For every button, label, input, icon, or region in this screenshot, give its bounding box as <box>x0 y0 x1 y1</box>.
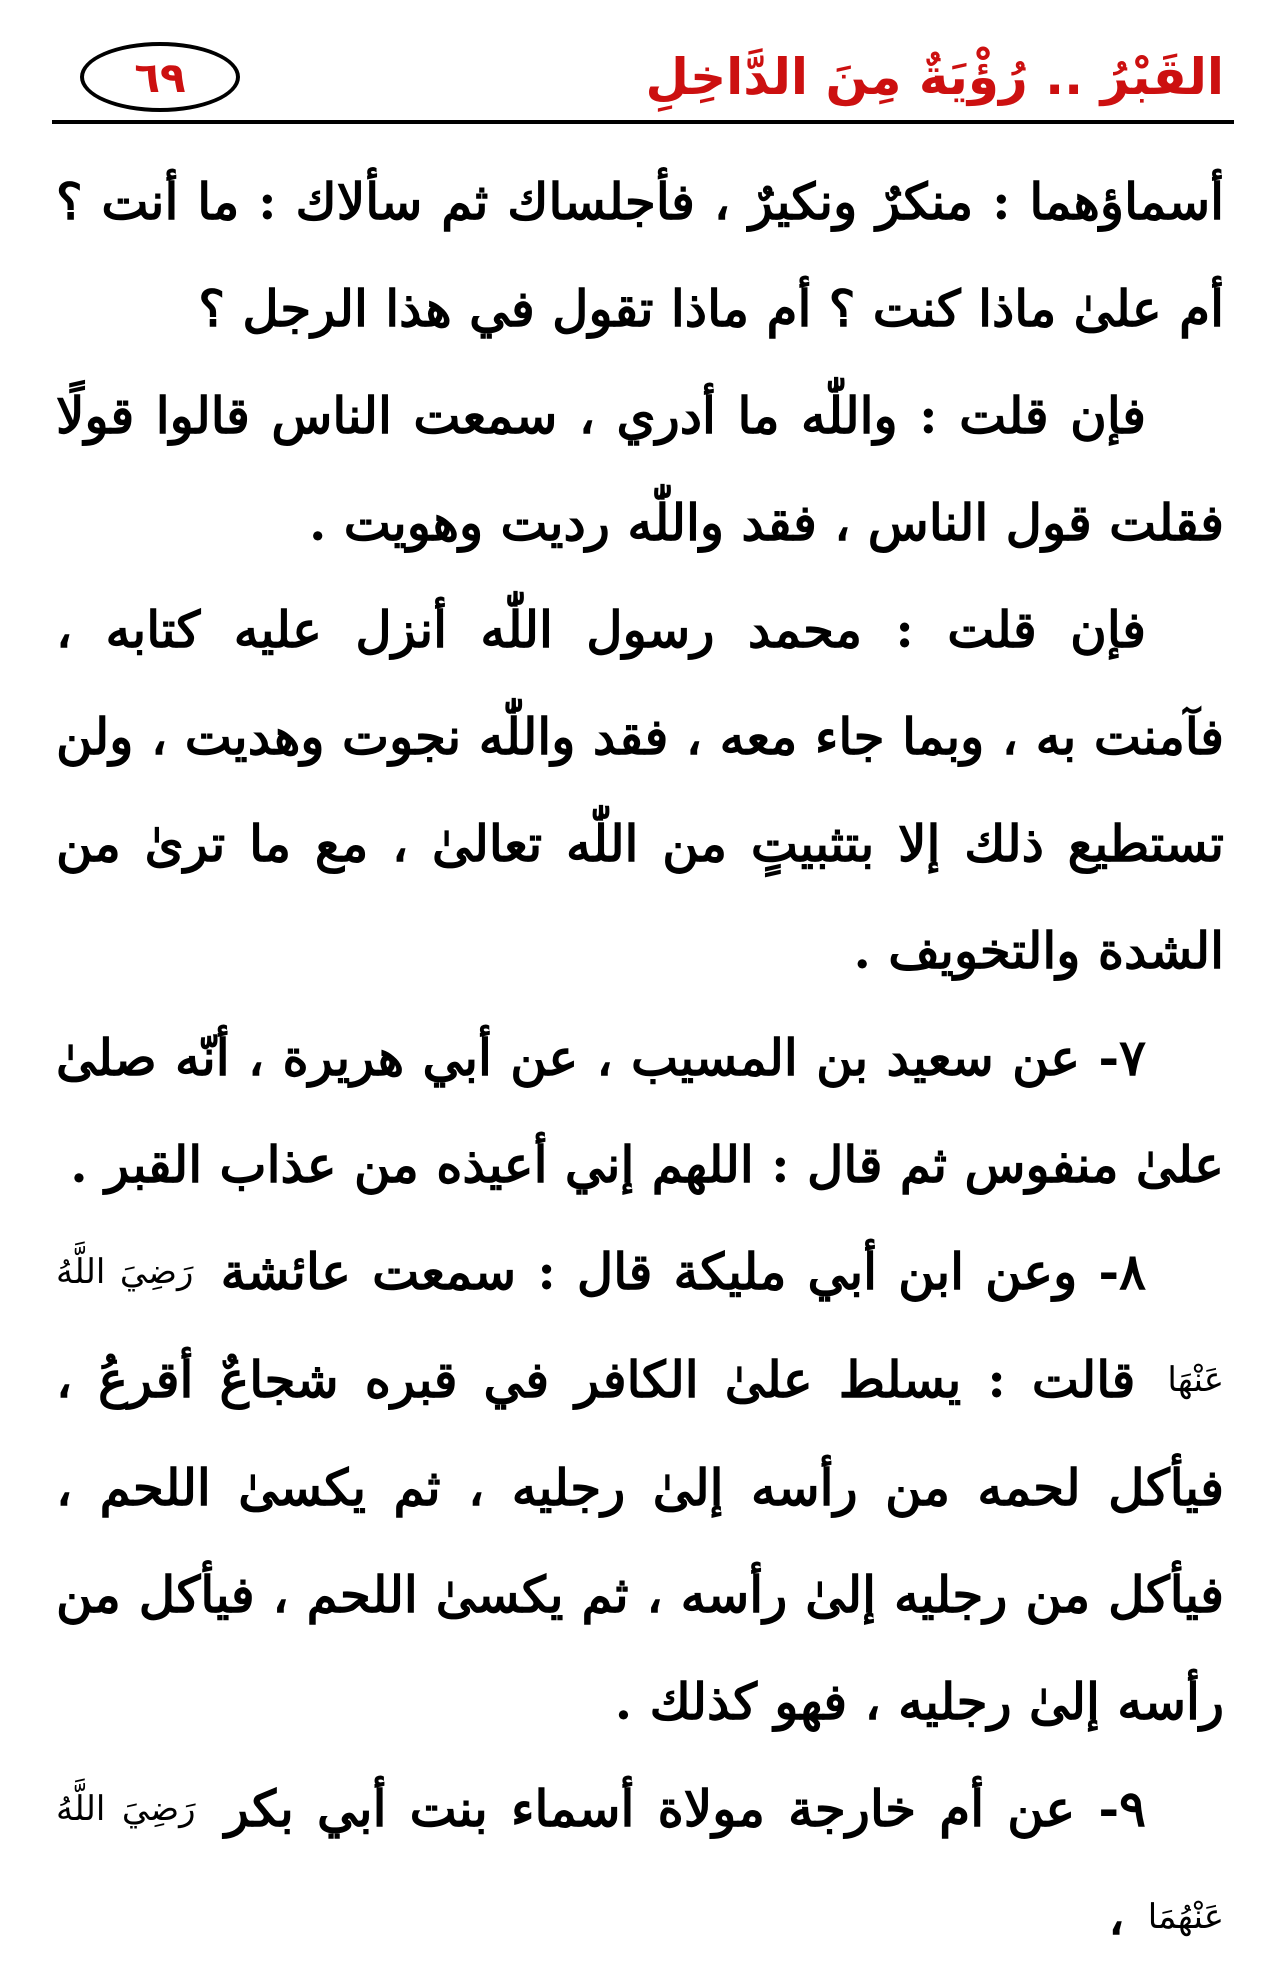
honorific-glyph: رَضِيَ اللَّهُ عَنْهَا <box>56 1252 1224 1400</box>
body-text <box>56 148 1224 1971</box>
header-divider <box>52 120 1234 124</box>
paragraph-1: أسماؤهما : منكرٌ ونكيرٌ ، فأجلساك ثم سألاك : ما أنت ؟ أم علىٰ ماذا كنت ؟ أم ماذا تقول في هذا الرجل ؟ <box>56 172 1224 338</box>
page-header <box>52 30 1234 122</box>
paragraph-hadith-7: ٧- عن سعيد بن المسيب ، عن أبي هريرة ، أنّه صلىٰ علىٰ منفوس ثم قال : اللهم إني أعيذه من عذاب القبر . <box>56 1028 1224 1194</box>
running-title: القَبْرُ .. رُؤْيَةٌ مِنَ الدَّاخِلِ <box>645 48 1224 106</box>
paragraph-3: فإن قلت : محمد رسول اللّٰه أنزل عليه كتابه ، فآمنت به ، وبما جاء معه ، فقد واللّٰه نجوت وهديت ، ولن تستطيع ذلك إلا بتثبيتٍ من اللّٰه تعالىٰ ، مع ما ترىٰ من الشدة والتخويف . <box>56 600 1224 980</box>
paragraph-2: فإن قلت : واللّٰه ما أدري ، سمعت الناس قالوا قولًا فقلت قول الناس ، فقد واللّٰه رديت وهويت . <box>56 386 1224 552</box>
hadith-8-opening: ٨- وعن ابن أبي مليكة قال : سمعت عائشة <box>220 1242 1146 1301</box>
hadith-8-body: قالت : يسلط علىٰ الكافر في قبره شجاعٌ أقرعُ ، فيأكل لحمه من رأسه إلىٰ رجليه ، ثم يكسىٰ اللحم ، فيأكل من رجليه إلىٰ رأسه ، ثم يكسىٰ اللحم ، فيأكل من رأسه إلىٰ رجليه ، فهو كذلك . <box>56 1350 1224 1731</box>
paragraph-hadith-9 <box>56 1755 1224 1971</box>
page-number: ٦٩ <box>80 42 240 112</box>
hadith-9-opening: ٩- عن أم خارجة مولاة أسماء بنت أبي بكر <box>224 1779 1146 1838</box>
paragraph-hadith-8 <box>56 1218 1224 1755</box>
honorific-glyph: رَضِيَ اللَّهُ عَنْهُمَا <box>56 1789 1224 1937</box>
hadith-9-body: ، <box>1108 1887 1125 1946</box>
